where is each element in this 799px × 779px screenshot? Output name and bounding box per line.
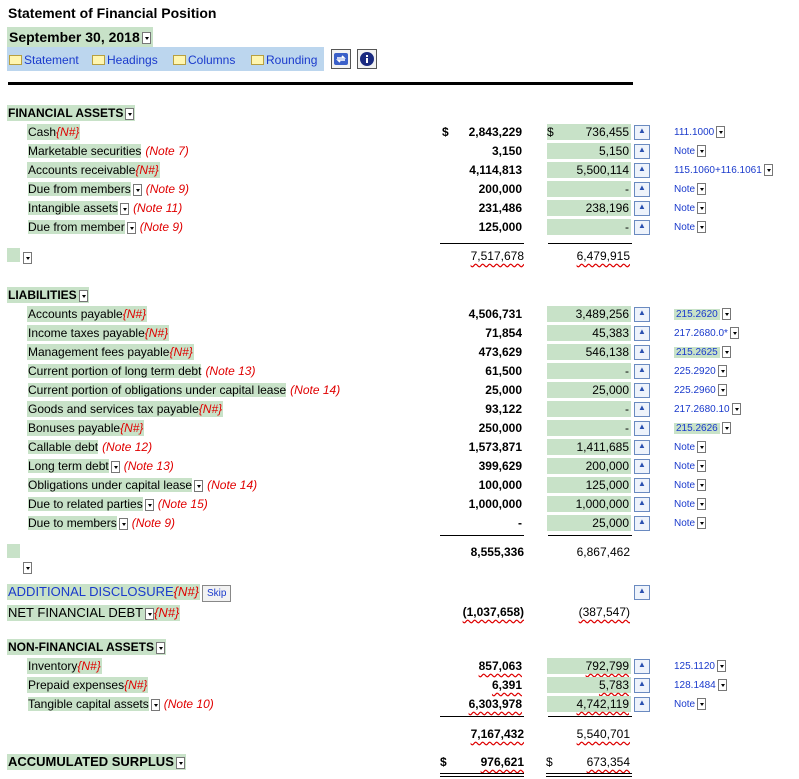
insert-icon[interactable] [634, 326, 650, 341]
surplus-2018: 976,621 [480, 755, 524, 769]
value-current: 399,629 [478, 459, 522, 473]
value-current: 250,000 [478, 421, 522, 435]
row-label[interactable]: Goods and services tax payable{N#} [28, 402, 223, 416]
value-current: 857,063 [478, 659, 522, 673]
insert-icon[interactable] [634, 144, 650, 159]
value-prior[interactable]: 238,196 [547, 200, 631, 216]
folder-icon [173, 55, 186, 65]
chevron-down-icon[interactable] [732, 403, 741, 415]
chevron-down-icon[interactable] [176, 757, 185, 769]
row-label[interactable]: Current portion of obligations under capital lease (Note 14) [28, 383, 341, 397]
value-prior[interactable] [547, 696, 631, 712]
net-debt-2017: (387,547) [578, 605, 630, 619]
row-label[interactable]: Management fees payable{N#} [28, 345, 193, 359]
note-reference: {N#} [144, 326, 169, 340]
insert-icon[interactable] [634, 697, 650, 712]
statement-button[interactable]: Statement [9, 52, 79, 68]
insert-icon[interactable] [634, 678, 650, 693]
row-label[interactable]: Obligations under capital lease (Note 14) [28, 478, 258, 492]
note-reference: (Note 13) [205, 364, 256, 378]
row-label[interactable]: Intangible assets (Note 11) [28, 201, 183, 215]
row-label[interactable]: Inventory{N#} [28, 659, 101, 673]
insert-icon[interactable] [634, 497, 650, 512]
note-reference: {N#} [56, 125, 80, 139]
row-label[interactable]: Accounts payable{N#} [28, 307, 147, 321]
nf-total-2017: 5,540,701 [576, 727, 630, 741]
insert-icon[interactable] [634, 364, 650, 379]
chevron-down-icon[interactable] [697, 498, 706, 510]
total-line [548, 535, 632, 536]
chevron-down-icon[interactable] [120, 203, 129, 215]
account-selector[interactable]: 215.2625 [674, 346, 731, 360]
row-label[interactable]: Tangible capital assets (Note 10) [28, 697, 214, 711]
note-reference: {N#} [77, 659, 101, 673]
value-current: 61,500 [485, 364, 522, 378]
insert-icon[interactable] [634, 402, 650, 417]
skip-button[interactable]: Skip [202, 585, 231, 602]
value-current: 1,573,871 [468, 440, 522, 454]
note-reference: (Note 11) [133, 201, 183, 215]
value-prior[interactable]: - [547, 420, 631, 436]
chevron-down-icon[interactable] [145, 608, 154, 620]
value-current: 6,303,978 [468, 697, 522, 711]
fa-total-2017: 6,479,915 [576, 249, 630, 263]
note-reference: (Note 9) [145, 182, 190, 196]
insert-icon[interactable] [634, 125, 650, 140]
net-financial-debt-label[interactable]: NET FINANCIAL DEBT {N#} [8, 605, 180, 620]
note-reference: (Note 14) [290, 383, 341, 397]
row-label[interactable]: Accounts receivable{N#} [28, 163, 159, 177]
row-label[interactable]: Due from member (Note 9) [28, 220, 184, 234]
note-reference: (Note 12) [102, 440, 153, 454]
chevron-down-icon[interactable] [722, 422, 731, 434]
total-line [440, 535, 524, 536]
row-label[interactable]: Income taxes payable{N#} [28, 326, 169, 340]
row-label[interactable]: Current portion of long term debt (Note 13) [28, 364, 256, 378]
account-selector[interactable]: Note [674, 479, 706, 493]
chevron-down-icon[interactable] [23, 562, 32, 574]
note-reference: (Note 9) [131, 516, 176, 530]
total-line [440, 716, 524, 717]
accumulated-surplus-label[interactable]: ACCUMULATED SURPLUS [7, 754, 186, 770]
value-current: 4,114,813 [469, 163, 522, 177]
value-prior[interactable]: - [547, 401, 631, 417]
value-current [442, 677, 522, 693]
chevron-down-icon[interactable] [697, 479, 706, 491]
info-icon[interactable] [357, 49, 377, 69]
chevron-down-icon[interactable] [119, 518, 128, 530]
insert-icon[interactable] [634, 421, 650, 436]
account-selector[interactable]: Note [674, 698, 706, 712]
account-selector[interactable]: 115.1060+116.1061 [674, 164, 773, 178]
rounding-button[interactable]: Rounding [251, 52, 317, 68]
note-reference: {N#} [135, 163, 159, 177]
note-reference: {N#} [122, 307, 147, 321]
value-prior[interactable]: 1,000,000 [547, 496, 631, 512]
note-reference: {N#} [169, 345, 193, 359]
double-line [546, 776, 632, 777]
value-current: 6,391 [491, 678, 522, 692]
additional-disclosure[interactable]: ADDITIONAL DISCLOSURE{N#} [8, 584, 199, 599]
chevron-down-icon[interactable] [111, 461, 120, 473]
value-prior[interactable]: 25,000 [547, 515, 631, 531]
value-current: 4,506,731 [468, 307, 522, 321]
account-selector[interactable]: 215.2626 [674, 422, 731, 436]
section-header-non-financial-assets[interactable]: NON-FINANCIAL ASSETS [7, 639, 166, 655]
dollar-sign: $ [440, 755, 447, 769]
note-reference: (Note 15) [157, 497, 208, 511]
section-header-financial-assets[interactable]: FINANCIAL ASSETS [7, 105, 135, 121]
chevron-down-icon[interactable] [156, 642, 165, 654]
row-label[interactable]: Due to related parties (Note 15) [28, 497, 208, 511]
row-label[interactable]: Marketable securities (Note 7) [28, 144, 189, 158]
double-line [546, 773, 632, 774]
note-reference: (Note 10) [163, 697, 214, 711]
account-selector[interactable]: 225.2920 [674, 365, 727, 379]
total-line [548, 243, 632, 244]
account-selector[interactable]: 217.2680.0* [674, 327, 739, 341]
value-prior[interactable]: - [547, 181, 631, 197]
chevron-down-icon[interactable] [730, 327, 739, 339]
chevron-down-icon[interactable] [722, 346, 731, 358]
total-line [440, 243, 524, 244]
subtotal-selector[interactable] [7, 544, 20, 558]
chevron-down-icon[interactable] [697, 698, 706, 710]
note-reference: {N#} [124, 678, 148, 692]
chevron-down-icon[interactable] [697, 145, 706, 157]
account-selector[interactable]: Note [674, 441, 706, 455]
value-current: 2,843,229 [468, 125, 522, 139]
refresh-icon[interactable] [331, 49, 351, 69]
insert-icon[interactable] [634, 383, 650, 398]
chevron-down-icon[interactable] [125, 108, 134, 120]
note-reference: (Note 13) [123, 459, 174, 473]
chevron-down-icon[interactable] [23, 252, 32, 264]
headings-button[interactable]: Headings [92, 52, 158, 68]
note-reference: {N#} [198, 402, 223, 416]
insert-icon[interactable] [634, 220, 650, 235]
account-selector[interactable]: Note [674, 202, 706, 216]
nf-total-2018: 7,167,432 [470, 727, 524, 741]
value-prior[interactable]: 5,500,114 [547, 162, 631, 178]
li-total-2017: 6,867,462 [576, 545, 630, 559]
value-current: 3,150 [491, 144, 522, 158]
account-selector[interactable]: Note [674, 221, 706, 235]
chevron-down-icon[interactable] [718, 365, 727, 377]
note-reference: (Note 7) [145, 144, 189, 158]
fa-total-2018: 7,517,678 [470, 249, 524, 263]
account-selector[interactable]: 111.1000 [674, 126, 725, 140]
chevron-down-icon[interactable] [697, 441, 706, 453]
folder-icon [251, 55, 264, 65]
value-prior-text: 4,742,119 [576, 697, 629, 711]
row-label[interactable]: Long term debt (Note 13) [28, 459, 174, 473]
account-selector[interactable]: 125.1120 [674, 660, 726, 674]
date-selector[interactable] [7, 27, 153, 47]
value-prior-text: 792,799 [585, 659, 629, 673]
row-label[interactable]: Due from members (Note 9) [28, 182, 190, 196]
chevron-down-icon[interactable] [717, 660, 726, 672]
date-label: September 30, 2018 [9, 29, 140, 45]
account-selector[interactable]: Note [674, 498, 706, 512]
value-prior[interactable] [547, 658, 631, 674]
surplus-2017: 673,354 [586, 755, 630, 769]
value-prior[interactable]: 125,000 [547, 477, 631, 493]
value-current [442, 658, 522, 674]
chevron-down-icon[interactable] [145, 499, 154, 511]
folder-icon [92, 55, 105, 65]
total-line [548, 716, 632, 717]
chevron-down-icon[interactable] [697, 517, 706, 529]
value-current: 1,000,000 [468, 497, 522, 511]
value-prior[interactable]: - [547, 219, 631, 235]
account-selector[interactable]: 217.2680.10 [674, 403, 741, 417]
account-selector[interactable]: Note [674, 183, 706, 197]
section-header-liabilities[interactable]: LIABILITIES [7, 287, 89, 303]
dollar-sign: $ [547, 125, 554, 139]
folder-icon [9, 55, 22, 65]
chevron-down-icon[interactable] [697, 183, 706, 195]
insert-icon[interactable] [634, 459, 650, 474]
note-reference: {N#} [120, 421, 144, 435]
chevron-down-icon[interactable] [764, 164, 773, 176]
insert-icon[interactable] [634, 516, 650, 531]
row-label[interactable]: Due to members (Note 9) [28, 516, 176, 530]
insert-icon[interactable] [634, 163, 650, 178]
insert-icon[interactable] [634, 585, 650, 600]
double-line [440, 776, 524, 777]
chevron-down-icon[interactable] [718, 384, 727, 396]
value-current [442, 696, 522, 712]
subtotal-selector[interactable] [7, 248, 20, 262]
value-prior[interactable]: 25,000 [547, 382, 631, 398]
row-label[interactable]: Cash{N#} [28, 125, 80, 139]
row-label[interactable]: Callable debt (Note 12) [28, 440, 153, 454]
insert-icon[interactable] [634, 201, 650, 216]
insert-icon[interactable] [634, 440, 650, 455]
value-prior[interactable]: 5,150 [547, 143, 631, 159]
account-selector[interactable]: Note [674, 145, 706, 159]
chevron-down-icon[interactable] [151, 699, 160, 711]
insert-icon[interactable] [634, 659, 650, 674]
value-current: 125,000 [478, 220, 522, 234]
value-prior[interactable]: 200,000 [547, 458, 631, 474]
toolbar [7, 47, 324, 71]
value-current: 200,000 [478, 182, 522, 196]
chevron-down-icon[interactable] [697, 221, 706, 233]
account-selector[interactable]: 128.1484 [674, 679, 727, 693]
row-label[interactable]: Prepaid expenses{N#} [28, 678, 148, 692]
dollar-sign: $ [546, 755, 553, 769]
chevron-down-icon[interactable] [194, 480, 203, 492]
value-prior[interactable]: 1,411,685 [547, 439, 631, 455]
account-selector[interactable]: Note [674, 460, 706, 474]
note-reference: (Note 9) [139, 220, 184, 234]
value-prior[interactable]: 3,489,256 [547, 306, 631, 322]
page-title: Statement of Financial Position [8, 5, 217, 21]
insert-icon[interactable] [634, 478, 650, 493]
columns-button[interactable]: Columns [173, 52, 235, 68]
value-prior[interactable]: 45,383 [547, 325, 631, 341]
chevron-down-icon[interactable] [79, 290, 88, 302]
row-label[interactable]: Bonuses payable{N#} [28, 421, 144, 435]
value-current: 93,122 [485, 402, 522, 416]
insert-icon[interactable] [634, 307, 650, 322]
account-selector[interactable]: 215.2620 [674, 308, 731, 322]
value-current: 473,629 [478, 345, 522, 359]
value-prior[interactable] [547, 677, 631, 693]
chevron-down-icon[interactable] [697, 202, 706, 214]
value-prior[interactable]: 546,138 [547, 344, 631, 360]
account-selector[interactable]: 225.2960 [674, 384, 727, 398]
value-prior[interactable]: 736,455 [547, 124, 631, 140]
account-selector[interactable]: Note [674, 517, 706, 531]
note-reference: (Note 14) [207, 478, 258, 492]
value-current: 71,854 [485, 326, 522, 340]
net-debt-2018: (1,037,658) [462, 605, 524, 619]
insert-icon[interactable] [634, 345, 650, 360]
value-prior[interactable]: - [547, 363, 631, 379]
chevron-down-icon[interactable] [716, 126, 725, 138]
chevron-down-icon[interactable] [133, 184, 142, 196]
chevron-down-icon[interactable] [142, 32, 151, 44]
dollar-sign: $ [442, 125, 449, 139]
value-current: 100,000 [478, 478, 522, 492]
value-current: - [518, 516, 522, 530]
li-total-2018: 8,555,336 [470, 545, 524, 559]
header-rule [8, 82, 633, 85]
double-line [440, 773, 524, 774]
chevron-down-icon[interactable] [722, 308, 731, 320]
chevron-down-icon[interactable] [127, 222, 136, 234]
value-current: 231,486 [478, 201, 522, 215]
value-current: 25,000 [485, 383, 522, 397]
insert-icon[interactable] [634, 182, 650, 197]
value-prior-text: 5,783 [598, 678, 629, 692]
chevron-down-icon[interactable] [697, 460, 706, 472]
chevron-down-icon[interactable] [718, 679, 727, 691]
